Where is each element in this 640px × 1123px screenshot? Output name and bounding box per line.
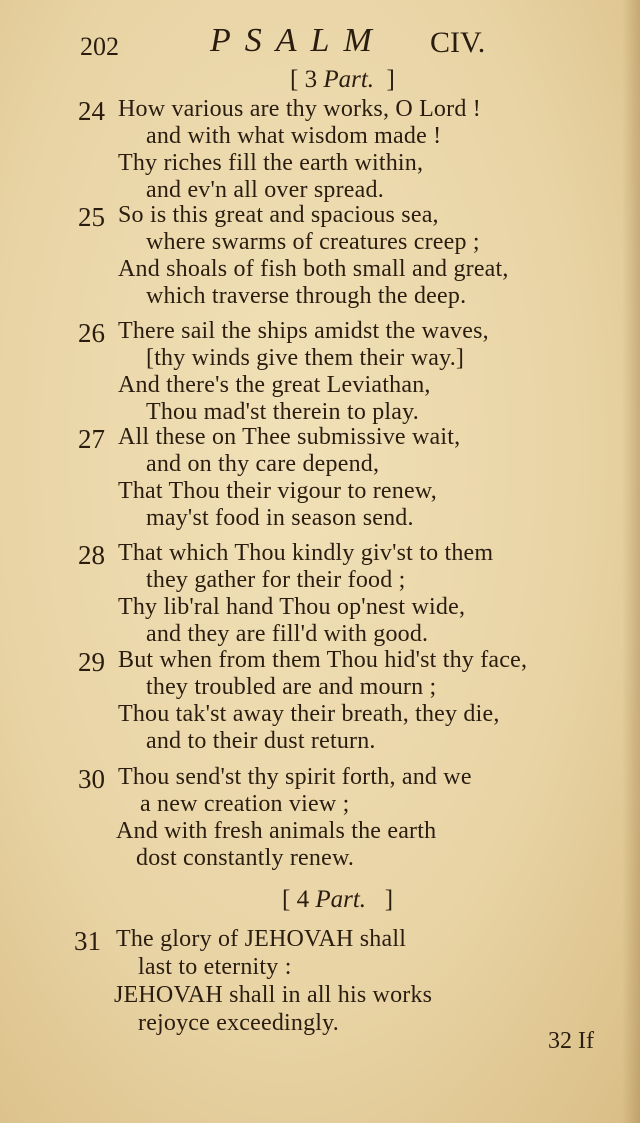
verse-line: Thy lib'ral hand Thou op'nest wide,	[118, 594, 466, 620]
verse-line: and on thy care depend,	[146, 451, 380, 477]
verse-number: 28	[78, 540, 105, 570]
verse-line: But when from them Thou hid'st thy face,	[118, 647, 528, 673]
verse-number: 29	[78, 647, 105, 677]
part-heading	[290, 66, 395, 94]
verse-line: Thy riches fill the earth within,	[118, 150, 424, 176]
verse-number: 27	[78, 424, 105, 454]
part-heading	[282, 886, 393, 914]
verse-line: There sail the ships amidst the waves,	[118, 318, 489, 344]
verse-line: dost constantly renew.	[136, 845, 355, 871]
verse-line: and to their dust return.	[146, 728, 376, 754]
verse-line: The glory of JEHOVAH shall	[116, 926, 407, 952]
psalm-number: CIV.	[430, 26, 486, 59]
verse-line: JEHOVAH shall in all his works	[114, 982, 433, 1008]
running-header	[0, 18, 640, 68]
running-title: PSALM	[210, 22, 386, 59]
part-bracket-open: [ 3	[290, 66, 318, 93]
verse-line: And there's the great Leviathan,	[118, 372, 431, 398]
verse-line: So is this great and spacious sea,	[118, 202, 439, 228]
verse-line: And shoals of fish both small and great,	[118, 256, 509, 282]
verse-line: That which Thou kindly giv'st to them	[118, 540, 494, 566]
page-number: 202	[80, 32, 119, 61]
verse-line: they troubled are and mourn ;	[146, 674, 437, 700]
verse-line: where swarms of creatures creep ;	[146, 229, 480, 255]
verse-number: 26	[78, 318, 105, 348]
verse-line: last to eternity :	[138, 954, 292, 980]
verse-line: How various are thy works, O Lord !	[118, 96, 481, 122]
part-bracket-close: ]	[386, 66, 395, 93]
verse-line: which traverse through the deep.	[146, 283, 467, 309]
verse-line: and with what wisdom made !	[146, 123, 442, 149]
page-edge-shadow	[622, 0, 640, 1123]
verse-line: and ev'n all over spread.	[146, 177, 384, 203]
verse-line: may'st food in season send.	[146, 505, 414, 531]
verse-line: And with fresh animals the earth	[116, 818, 437, 844]
verse-line: Thou send'st thy spirit forth, and we	[118, 764, 472, 790]
verse-number: 25	[78, 202, 105, 232]
verse-line: [thy winds give them their way.]	[146, 345, 465, 371]
verse-line: and they are fill'd with good.	[146, 621, 429, 647]
verse-number: 31	[74, 926, 101, 956]
verse-number: 30	[78, 764, 105, 794]
verse-line: they gather for their food ;	[146, 567, 406, 593]
verse-line: That Thou their vigour to renew,	[118, 478, 437, 504]
part-label: Part.	[315, 886, 367, 913]
part-label: Part.	[323, 66, 375, 93]
part-bracket-close: ]	[384, 886, 394, 913]
verse-number: 24	[78, 96, 105, 126]
verse-line: Thou tak'st away their breath, they die,	[118, 701, 500, 727]
part-bracket-open: [ 4	[282, 886, 310, 913]
verse-line: Thou mad'st therein to play.	[146, 399, 419, 425]
verse-line: a new creation view ;	[140, 791, 350, 817]
verse-line: All these on Thee submissive wait,	[118, 424, 461, 450]
verse-line: rejoyce exceedingly.	[138, 1010, 340, 1036]
catchword: 32 If	[548, 1028, 594, 1054]
